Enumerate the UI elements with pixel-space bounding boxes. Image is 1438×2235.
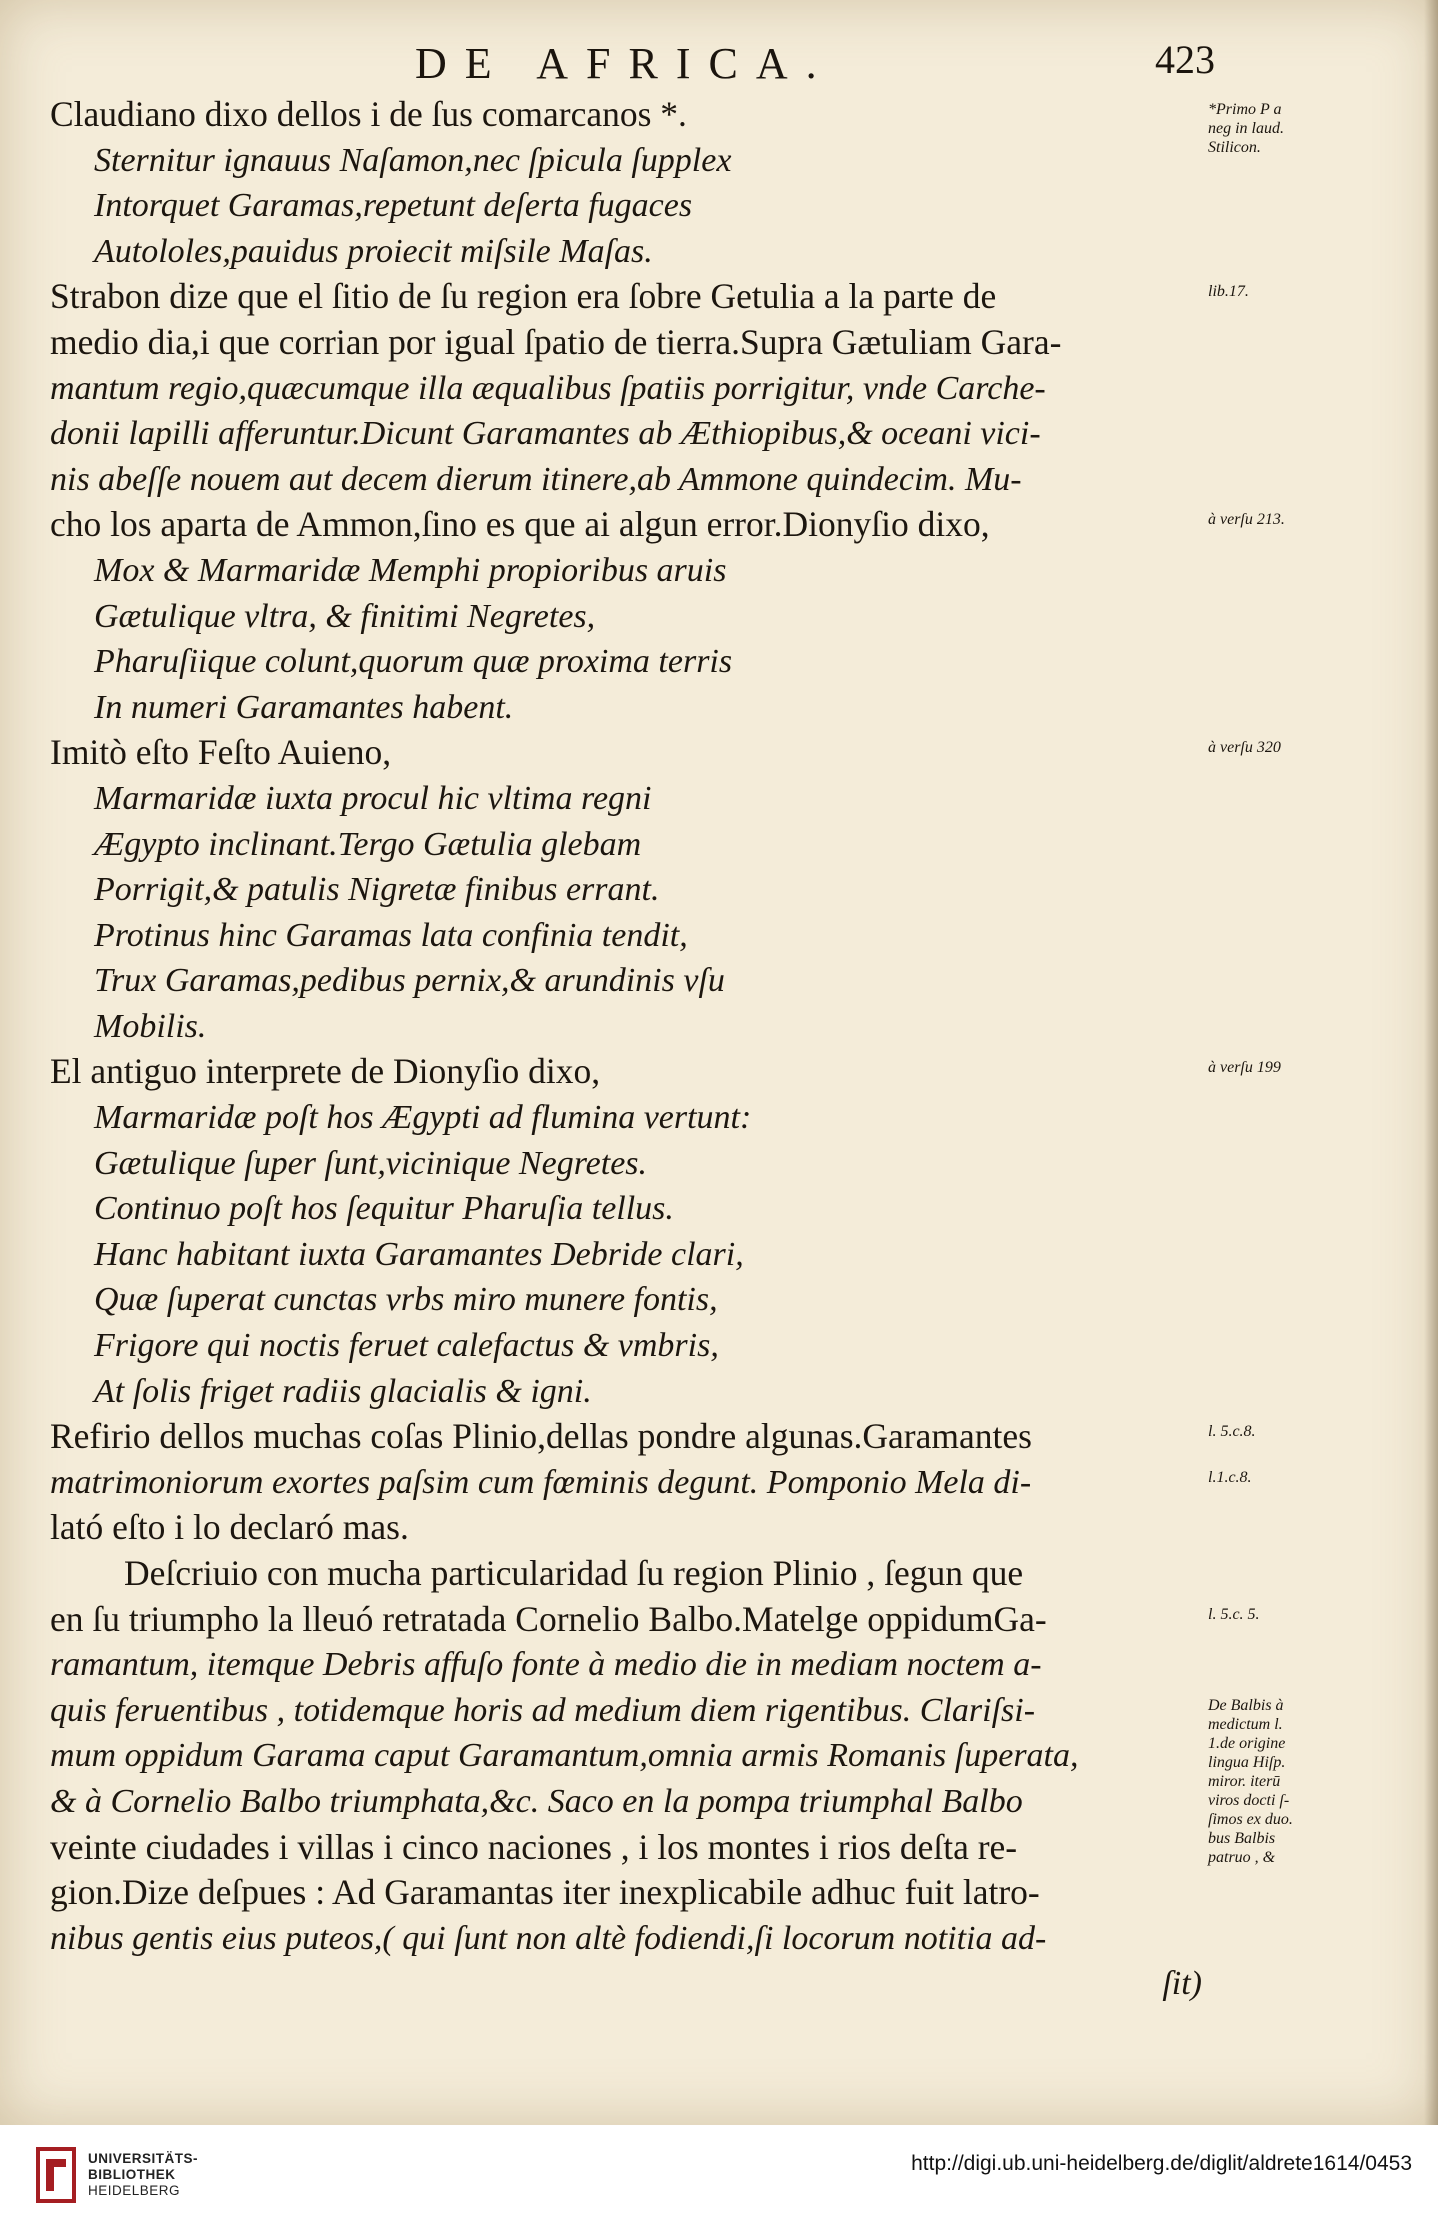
library-name bbox=[88, 2151, 198, 2199]
margin-note-line: viros docti ſ- bbox=[1208, 1792, 1290, 1809]
text-line: ramantum, itemque Debris affuſo fonte à medio die in mediam noctem a- bbox=[50, 1646, 1042, 1684]
text-line: veinte ciudades i villas i cinco naciones , i los montes i rios deſta re- bbox=[50, 1826, 1018, 1867]
page-header bbox=[0, 26, 1438, 86]
margin-note-line: l.1.c.8. bbox=[1208, 1469, 1252, 1486]
text-line: Autololes,pauidus proiecit miſsile Maſas. bbox=[94, 232, 653, 270]
footer-bar bbox=[0, 2125, 1438, 2235]
text-line: Mox & Marmaridæ Memphi propioribus aruis bbox=[94, 551, 727, 589]
text-line: mum oppidum Garama caput Garamantum,omnia armis Romanis ſuperata, bbox=[50, 1737, 1079, 1775]
text-line: Hanc habitant iuxta Garamantes Debride clari, bbox=[94, 1235, 744, 1273]
text-line: Sternitur ignauus Naſamon,nec ſpicula ſupplex bbox=[94, 141, 732, 179]
library-name-line: UNIVERSITÄTS- bbox=[88, 2151, 199, 2166]
margin-note bbox=[1208, 100, 1378, 157]
text-line: ſit) bbox=[1162, 1965, 1202, 2003]
text-line: At ſolis friget radiis glacialis & igni. bbox=[94, 1372, 592, 1410]
text-line: en ſu triumpho la lleuó retratada Cornelio Balbo.Matelge oppidumGa- bbox=[50, 1598, 1047, 1639]
text-line: Trux Garamas,pedibus pernix,& arundinis vſu bbox=[94, 962, 725, 1000]
text-line: Frigore qui noctis feruet calefactus & vmbris, bbox=[94, 1327, 719, 1365]
margin-note-line: lingua Hiſp. bbox=[1208, 1754, 1286, 1771]
text-line: El antiguo interprete de Dionyſio dixo, bbox=[50, 1051, 601, 1092]
text-line: donii lapilli afferuntur.Dicunt Garamantes ab Æthiopibus,& oceani vici- bbox=[50, 415, 1041, 453]
text-line: Gætulique ſuper ſunt,vicinique Negretes. bbox=[94, 1144, 648, 1182]
text-line: Protinus hinc Garamas lata confinia tendit, bbox=[94, 916, 688, 954]
text-line: Strabon dize que el ſitio de ſu region era ſobre Getulia a la parte de bbox=[50, 276, 997, 317]
source-url[interactable]: http://digi.ub.uni-heidelberg.de/diglit/aldrete1614/0453 bbox=[911, 2152, 1412, 2175]
margin-note-line: medictum l. bbox=[1208, 1716, 1283, 1733]
margin-note-line: 1.de origine bbox=[1208, 1735, 1286, 1752]
text-line: Quæ ſuperat cunctas vrbs miro munere fontis, bbox=[94, 1281, 718, 1319]
margin-note-line: bus Balbis bbox=[1208, 1830, 1276, 1847]
text-line: nis abeſſe nouem aut decem dierum itinere,ab Ammone quindecim. Mu- bbox=[50, 460, 1022, 498]
margin-note bbox=[1208, 1696, 1378, 1867]
page-number: 423 bbox=[1155, 37, 1215, 82]
margin-note-line: à verſu 199 bbox=[1208, 1058, 1281, 1076]
text-line: nibus gentis eius puteos,( qui ſunt non altè fodiendi,ſi locorum notitia ad- bbox=[50, 1919, 1047, 1957]
text-line: Intorquet Garamas,repetunt deſerta fugaces bbox=[94, 187, 693, 225]
text-line: Mobilis. bbox=[94, 1007, 207, 1045]
margin-note-line: neg in laud. bbox=[1208, 120, 1284, 137]
margin-note-line: *Primo P a bbox=[1208, 101, 1282, 118]
margin-note-line: lib.17. bbox=[1208, 283, 1249, 301]
margin-note bbox=[1208, 510, 1378, 529]
text-line: Imitò eſto Feſto Auieno, bbox=[50, 732, 392, 773]
text-line: In numeri Garamantes habent. bbox=[94, 688, 514, 726]
text-line: quis feruentibus , totidemque horis ad medium diem rigentibus. Clariſsi- bbox=[50, 1691, 1036, 1729]
margin-note-line: l. 5.c. 5. bbox=[1208, 1605, 1260, 1623]
margin-note bbox=[1208, 1422, 1378, 1441]
text-line: Continuo poſt hos ſequitur Pharuſia tellus. bbox=[94, 1190, 674, 1228]
library-name-line: HEIDELBERG bbox=[88, 2183, 181, 2198]
margin-note-line: miror. iterū bbox=[1208, 1773, 1281, 1790]
text-line: Claudiano dixo dellos i de ſus comarcanos *. bbox=[50, 94, 687, 134]
text-line: gion.Dize deſpues : Ad Garamantas iter inexplicabile adhuc fuit latro- bbox=[50, 1872, 1040, 1913]
margin-note bbox=[1208, 1058, 1378, 1077]
text-line: Porrigit,& patulis Nigretæ finibus errant. bbox=[94, 871, 660, 909]
margin-note-line: l. 5.c.8. bbox=[1208, 1423, 1256, 1441]
margin-note-line: à verſu 213. bbox=[1208, 511, 1285, 529]
library-name-line: BIBLIOTHEK bbox=[88, 2167, 176, 2182]
margin-note-line: patruo , & bbox=[1208, 1849, 1276, 1866]
margin-note bbox=[1208, 738, 1378, 757]
text-line: Refirio dellos muchas coſas Plinio,dellas pondre algunas.Garamantes bbox=[50, 1416, 1032, 1457]
text-line: Deſcriuio con mucha particularidad ſu region Plinio , ſegun que bbox=[124, 1553, 1024, 1593]
margin-note bbox=[1208, 1605, 1378, 1624]
text-line: Pharuſiique colunt,quorum quæ proxima terris bbox=[94, 643, 733, 681]
text-line: Marmaridæ iuxta procul hic vltima regni bbox=[94, 779, 652, 817]
text-line: Marmaridæ poſt hos Ægypti ad flumina vertunt: bbox=[94, 1099, 752, 1137]
margin-note-line: ſimos ex duo. bbox=[1208, 1811, 1293, 1828]
text-line: Gætulique vltra, & finitimi Negretes, bbox=[94, 597, 596, 635]
margin-note-line: De Balbis à bbox=[1208, 1697, 1284, 1714]
library-logo-icon bbox=[36, 2147, 76, 2203]
margin-note bbox=[1208, 1468, 1378, 1487]
text-line: matrimoniorum exortes paſsim cum fœminis degunt. Pomponio Mela di- bbox=[50, 1463, 1032, 1501]
body-text bbox=[50, 92, 1210, 2007]
text-line: cho los aparta de Ammon,ſino es que ai algun error.Dionyſio dixo, bbox=[50, 504, 990, 545]
text-line: mantum regio,quæcumque illa æqualibus ſpatiis porrigitur, vnde Carche- bbox=[50, 369, 1046, 407]
running-title: DE AFRICA. bbox=[415, 39, 835, 88]
text-line: & à Cornelio Balbo triumphata,&c. Saco en la pompa triumphal Balbo bbox=[50, 1782, 1023, 1820]
margin-note-line: à verſu 320 bbox=[1208, 739, 1281, 757]
margin-note bbox=[1208, 282, 1378, 301]
margin-note-line: Stilicon. bbox=[1208, 139, 1261, 156]
text-line: lató eſto i lo declaró mas. bbox=[50, 1507, 409, 1548]
text-line: medio dia,i que corrian por igual ſpatio de tierra.Supra Gætuliam Gara- bbox=[50, 321, 1062, 362]
text-line: Ægypto inclinant.Tergo Gætulia glebam bbox=[94, 825, 642, 863]
